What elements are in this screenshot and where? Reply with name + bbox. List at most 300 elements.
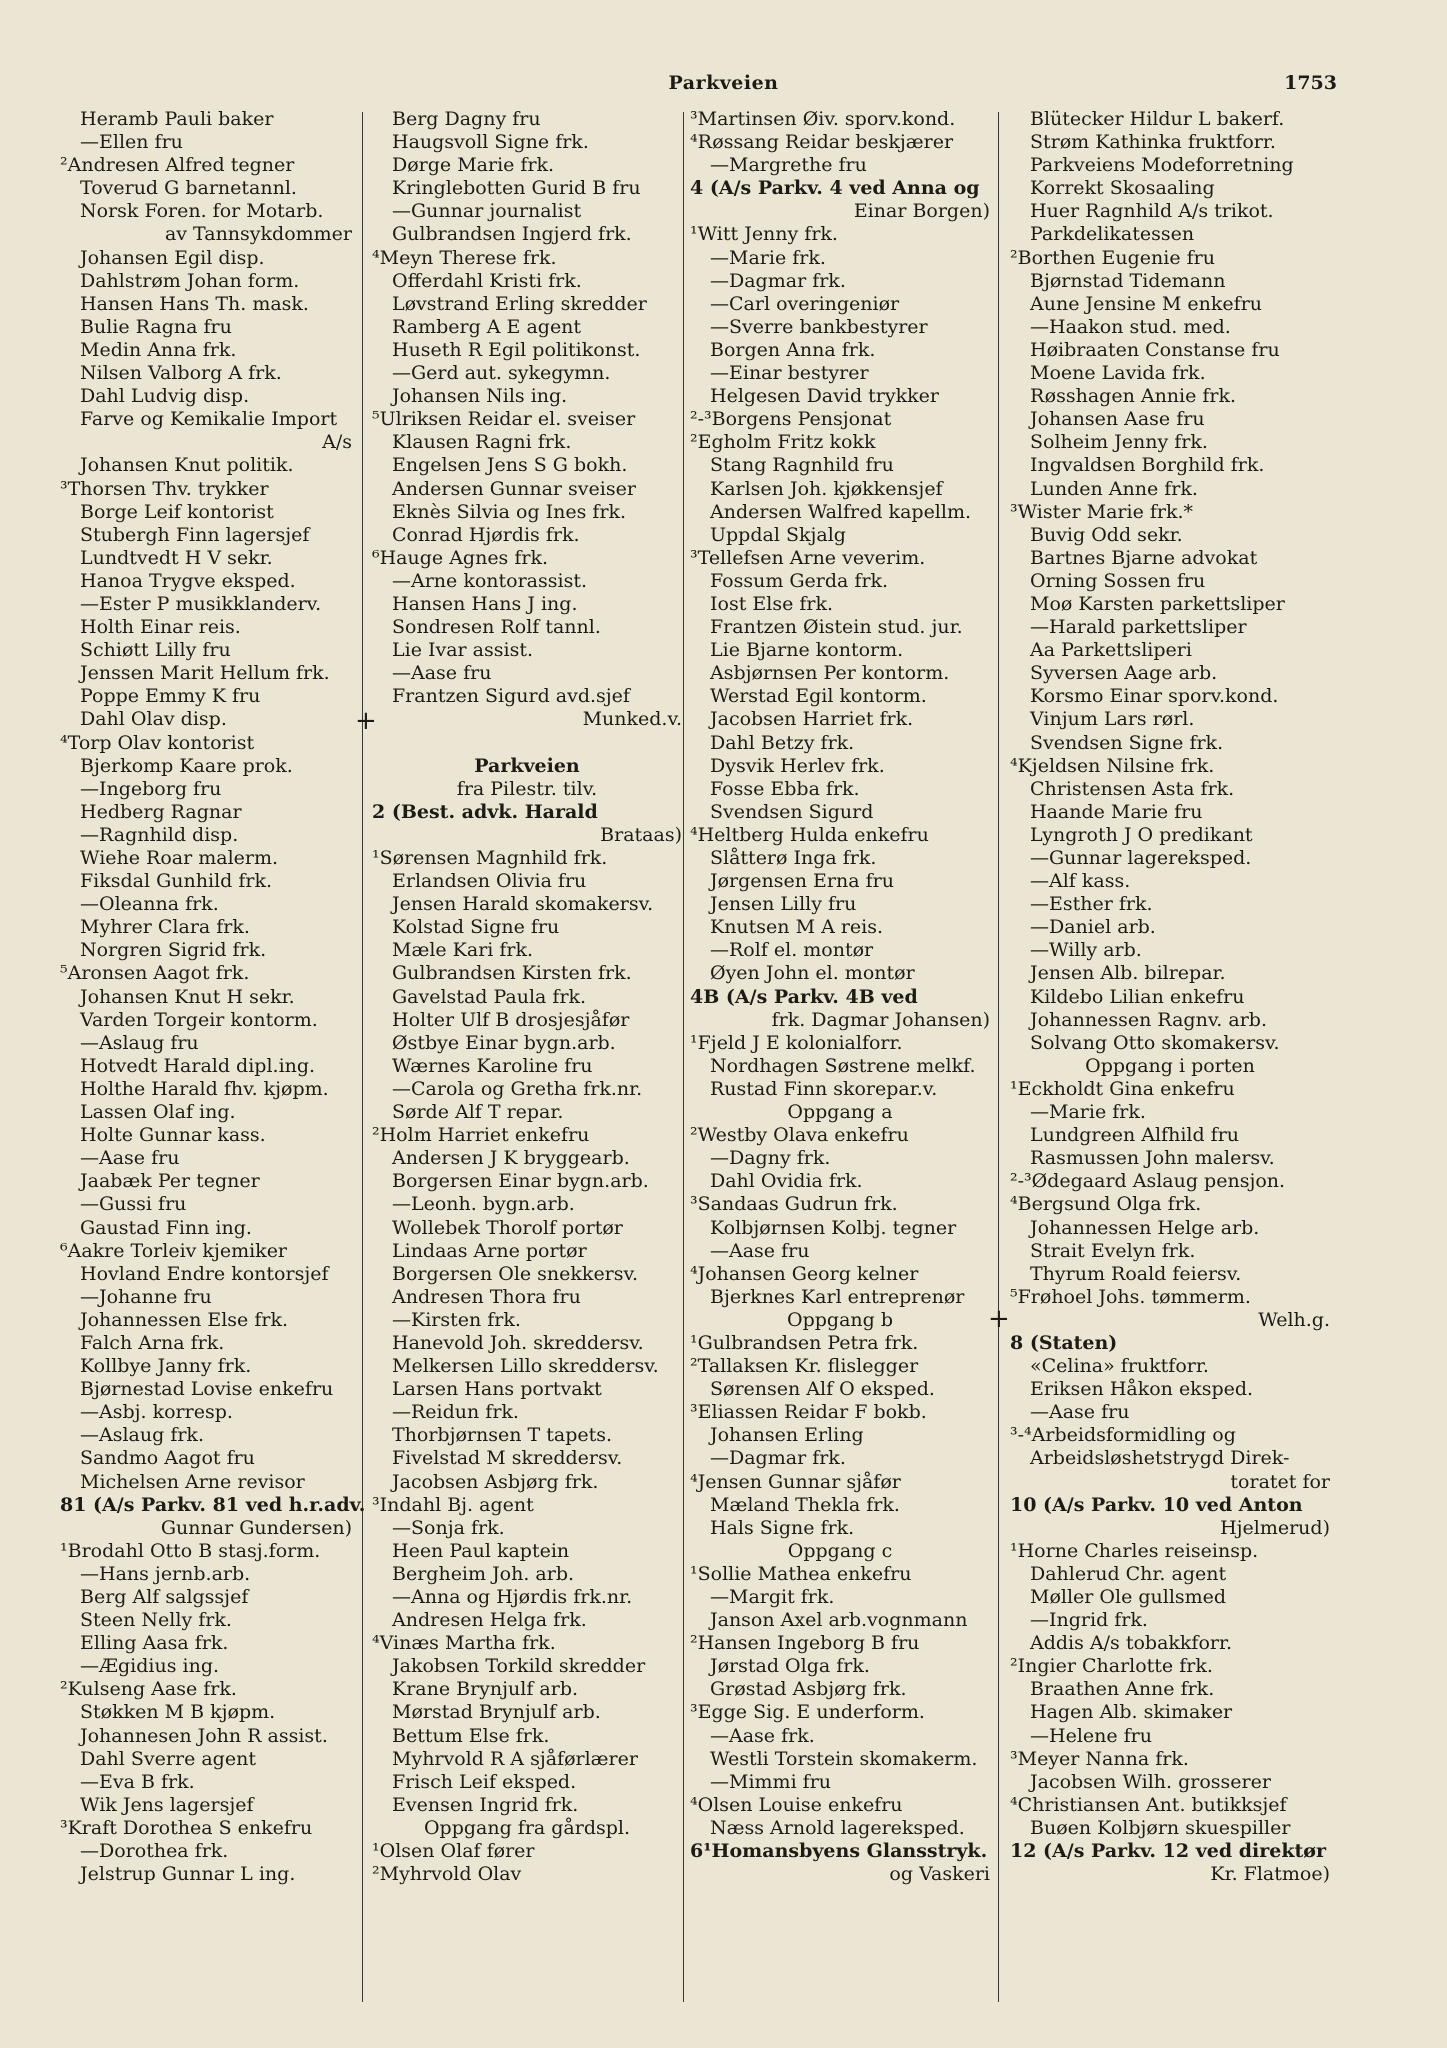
directory-line: —Helene fru: [1030, 1724, 1153, 1747]
directory-line: ³Meyer Nanna frk.: [1010, 1747, 1189, 1770]
directory-line: —Daniel arb.: [1030, 916, 1156, 939]
directory-line: Sørde Alf T repar.: [392, 1101, 564, 1124]
directory-line: Eriksen Håkon eksped.: [1030, 1378, 1254, 1401]
directory-line: Jacobsen Wilh. grosserer: [1030, 1770, 1271, 1793]
directory-line: —Carola og Gretha frk.nr.: [392, 1077, 643, 1100]
directory-line: ⁴Johansen Georg kelner: [690, 1262, 919, 1285]
directory-line: ³Wister Marie frk.*: [1010, 500, 1194, 523]
directory-line: —Aase fru: [1030, 1401, 1130, 1424]
directory-line: Johannesen John R assist.: [80, 1724, 328, 1747]
directory-line: Johansen Erling: [710, 1424, 864, 1447]
directory-line: ¹Fjeld J E kolonialforr.: [690, 1031, 903, 1054]
directory-line: Solvang Otto skomakersv.: [1030, 1031, 1280, 1054]
directory-line: Stubergh Finn lagersjef: [80, 523, 310, 546]
directory-line: Klausen Ragni frk.: [392, 431, 572, 454]
directory-line: —Marie frk.: [1030, 1101, 1146, 1124]
directory-line: Kollbye Janny frk.: [80, 1355, 252, 1378]
directory-line: Buvig Odd sekr.: [1030, 523, 1183, 546]
directory-line: ²Kulseng Aase frk.: [60, 1678, 237, 1701]
directory-line: Kolstad Signe fru: [392, 916, 560, 939]
directory-column-3: [690, 108, 990, 1886]
directory-line: Bjerknes Karl entreprenør: [710, 1285, 965, 1308]
directory-line: ⁴Christiansen Ant. butikksjef: [1010, 1793, 1287, 1816]
directory-line: Lassen Olaf ing.: [80, 1101, 236, 1124]
directory-line: toratet for: [1230, 1470, 1330, 1493]
directory-line: Vinjum Lars rørl.: [1030, 708, 1195, 731]
directory-line: ²Andresen Alfred tegner: [60, 154, 295, 177]
directory-line: Heen Paul kaptein: [392, 1539, 570, 1562]
directory-line: Strait Evelyn frk.: [1030, 1239, 1196, 1262]
directory-line: Hansen Hans Th. mask.: [80, 292, 309, 315]
directory-line: —Hans jernb.arb.: [80, 1562, 251, 1585]
directory-line: Johansen Knut politik.: [80, 454, 294, 477]
directory-line: —Ingrid frk.: [1030, 1609, 1148, 1632]
directory-line: Røsshagen Annie frk.: [1030, 385, 1237, 408]
directory-line: —Gussi fru: [80, 1193, 187, 1216]
directory-line: Conrad Hjørdis frk.: [392, 523, 580, 546]
directory-line: Frantzen Sigurd avd.sjef: [392, 685, 630, 708]
directory-line: Hansen Hans J ing.: [392, 592, 578, 615]
directory-line: Holthe Harald fhv. kjøpm.: [80, 1077, 329, 1100]
directory-line: —Ester P musikklanderv.: [80, 592, 322, 615]
address-entry: 2 (Best. advk. Harald: [372, 800, 598, 823]
column-rule: [998, 112, 999, 2002]
directory-line: Hedberg Ragnar: [80, 800, 242, 823]
directory-line: —Kirsten frk.: [392, 1308, 521, 1331]
directory-line: —Aase fru: [80, 1147, 180, 1170]
cross-mark: +: [988, 1304, 1010, 1334]
directory-line: Huer Ragnhild A/s trikot.: [1030, 200, 1274, 223]
directory-line: Mæle Kari frk.: [392, 939, 534, 962]
directory-line: Jaabæk Per tegner: [80, 1170, 260, 1193]
directory-line: av Tannsykdommer: [164, 223, 352, 246]
column-rule: [362, 112, 363, 2002]
directory-line: Aa Parkettsliperi: [1030, 639, 1192, 662]
directory-line: —Dagny frk.: [710, 1147, 831, 1170]
directory-line: Thyrum Roald feiersv.: [1030, 1262, 1242, 1285]
directory-line: ⁵Frøhoel Johs. tømmerm.: [1010, 1285, 1251, 1308]
directory-line: Jørstad Olga frk.: [710, 1655, 870, 1678]
directory-line: Lie Bjarne kontorm.: [710, 639, 904, 662]
directory-line: Andresen Thora fru: [392, 1285, 581, 1308]
directory-line: og Vaskeri: [889, 1863, 990, 1886]
directory-line: Lyngroth J O predikant: [1030, 823, 1253, 846]
directory-line: Jensen Alb. bilrepar.: [1030, 962, 1226, 985]
directory-line: —Harald parkettsliper: [1030, 616, 1247, 639]
directory-line: Jelstrup Gunnar L ing.: [80, 1863, 296, 1886]
directory-line: Janson Axel arb.vognmann: [710, 1609, 968, 1632]
directory-line: —Sverre bankbestyrer: [710, 315, 928, 338]
cross-mark: +: [355, 706, 377, 736]
directory-line: Blütecker Hildur L bakerf.: [1030, 108, 1285, 130]
directory-line: —Aslaug frk.: [80, 1424, 204, 1447]
directory-column-1: [60, 108, 366, 1886]
directory-line: Haugsvoll Signe frk.: [392, 131, 589, 154]
address-entry: 12 (A/s Parkv. 12 ved direktør: [1010, 1840, 1326, 1863]
directory-line: ²Ingier Charlotte frk.: [1010, 1655, 1213, 1678]
directory-line: Sondresen Rolf tannl.: [392, 616, 601, 639]
directory-line: Engelsen Jens S G bokh.: [392, 454, 628, 477]
directory-line: Sandmo Aagot fru: [80, 1447, 255, 1470]
directory-line: ²Egholm Fritz kokk: [690, 431, 876, 454]
directory-line: ⁴Olsen Louise enkefru: [690, 1793, 903, 1816]
directory-line: —Gunnar lagereksped.: [1030, 847, 1252, 869]
directory-line: Norsk Foren. for Motarb.: [80, 200, 324, 223]
directory-line: Johansen Nils ing.: [392, 385, 568, 408]
directory-line: Ramberg A E agent: [392, 315, 582, 338]
directory-line: ³Eliassen Reidar F bokb.: [690, 1401, 927, 1424]
directory-line: A/s: [322, 431, 352, 454]
directory-line: Helgesen David trykker: [710, 385, 939, 408]
directory-line: Welh.g.: [1258, 1308, 1330, 1331]
directory-line: Moene Lavida frk.: [1030, 362, 1206, 385]
directory-line: Bjerkomp Kaare prok.: [80, 754, 293, 777]
directory-line: Andersen Gunnar sveiser: [392, 477, 636, 500]
directory-line: Andersen J K bryggearb.: [392, 1147, 630, 1170]
directory-line: Holte Gunnar kass.: [80, 1124, 266, 1147]
directory-line: Varden Torgeir kontorm.: [80, 1008, 318, 1031]
directory-line: Lundgreen Alfhild fru: [1030, 1124, 1240, 1147]
directory-line: ⁴Heltberg Hulda enkefru: [690, 823, 929, 846]
directory-line: —Einar bestyrer: [710, 362, 869, 385]
directory-line: Hals Signe frk.: [710, 1516, 855, 1539]
directory-line: Lunden Anne frk.: [1030, 477, 1198, 500]
directory-line: Krane Brynjulf arb.: [392, 1678, 579, 1701]
directory-line: Johansen Aase fru: [1030, 408, 1205, 431]
directory-line: Jørgensen Erna fru: [710, 870, 894, 893]
directory-line: Johansen Egil disp.: [80, 246, 265, 269]
directory-line: Borgersen Einar bygn.arb.: [392, 1170, 649, 1193]
directory-line: Dysvik Herlev frk.: [710, 754, 885, 777]
directory-line: Huseth R Egil politikonst.: [392, 338, 641, 361]
directory-line: Christensen Asta frk.: [1030, 777, 1235, 800]
directory-line: —Asbj. korresp.: [80, 1401, 233, 1424]
directory-line: —Willy arb.: [1030, 939, 1142, 962]
directory-line: Dahl Ovidia frk.: [710, 1170, 863, 1193]
directory-line: ¹Olsen Olaf fører: [372, 1840, 535, 1863]
directory-line: Syversen Aage arb.: [1030, 662, 1218, 685]
directory-line: —Johanne fru: [80, 1285, 212, 1308]
directory-line: Sørensen Alf O eksped.: [710, 1378, 935, 1401]
directory-line: Solheim Jenny frk.: [1030, 431, 1208, 454]
directory-line: Kr. Flatmoe): [1210, 1863, 1330, 1886]
section-heading: Oppgang a: [787, 1101, 893, 1124]
directory-line: Lindaas Arne portør: [392, 1239, 587, 1262]
directory-line: Dahlstrøm Johan form.: [80, 269, 300, 292]
page-number: 1753: [1284, 72, 1337, 94]
directory-line: ⁶Aakre Torleiv kjemiker: [60, 1239, 288, 1262]
directory-line: —Dagmar frk.: [710, 1447, 846, 1470]
directory-line: Jakobsen Torkild skredder: [392, 1655, 646, 1678]
directory-line: Gaustad Finn ing.: [80, 1216, 252, 1239]
directory-line: ³-⁴Arbeidsformidling og: [1010, 1424, 1236, 1447]
directory-line: ⁶Hauge Agnes frk.: [372, 546, 549, 569]
directory-line: Bulie Ragna fru: [80, 315, 232, 338]
column-rule: [683, 112, 684, 2002]
directory-line: Dahl Olav disp.: [80, 708, 227, 731]
directory-line: Jensen Harald skomakersv.: [392, 893, 654, 916]
directory-line: Munked.v.: [582, 708, 682, 731]
directory-line: Myhrvold R A sjåførlærer: [392, 1747, 638, 1770]
directory-line: Stang Ragnhild fru: [710, 454, 894, 477]
directory-line: Lie Ivar assist.: [392, 639, 533, 662]
directory-line: Jensen Lilly fru: [710, 893, 857, 916]
directory-line: Østbye Einar bygn.arb.: [392, 1031, 616, 1054]
directory-line: —Haakon stud. med.: [1030, 315, 1231, 338]
address-entry: 6¹Homansbyens Glansstryk.: [690, 1840, 988, 1863]
directory-line: —Aslaug fru: [80, 1031, 199, 1054]
directory-line: Nordhagen Søstrene melkf.: [710, 1054, 976, 1077]
directory-line: —Eva B frk.: [80, 1770, 195, 1793]
directory-line: ³Sandaas Gudrun frk.: [690, 1193, 898, 1216]
directory-line: Larsen Hans portvakt: [392, 1378, 602, 1401]
directory-line: ¹Eckholdt Gina enkefru: [1010, 1077, 1235, 1100]
directory-line: Frisch Leif eksped.: [392, 1770, 577, 1793]
directory-line: —Gerd aut. sykegymn.: [392, 362, 611, 385]
directory-line: Medin Anna frk.: [80, 338, 237, 361]
directory-line: ¹Horne Charles reiseinsp.: [1010, 1539, 1259, 1562]
directory-line: ²Borthen Eugenie fru: [1010, 246, 1215, 269]
directory-line: Hanoa Trygve eksped.: [80, 569, 296, 592]
directory-line: Melkersen Lillo skreddersv.: [392, 1355, 659, 1378]
directory-line: Myhrer Clara frk.: [80, 916, 250, 939]
page-title: Parkveien: [668, 72, 779, 94]
directory-line: —Dagmar frk.: [710, 269, 846, 292]
directory-line: Dahlerud Chr. agent: [1030, 1562, 1227, 1585]
directory-line: Gulbrandsen Ingjerd frk.: [392, 223, 632, 246]
directory-line: Rasmussen John malersv.: [1030, 1147, 1275, 1170]
directory-line: Andresen Helga frk.: [392, 1609, 587, 1632]
directory-line: Brataas): [600, 823, 682, 846]
directory-line: Dahl Ludvig disp.: [80, 385, 250, 408]
directory-line: ³Martinsen Øiv. sporv.kond.: [690, 108, 956, 130]
directory-line: Thorbjørnsen T tapets.: [392, 1424, 613, 1447]
directory-line: Bartnes Bjarne advokat: [1030, 546, 1258, 569]
section-heading: Oppgang b: [787, 1308, 893, 1331]
directory-line: —Leonh. bygn.arb.: [392, 1193, 575, 1216]
directory-line: Jenssen Marit Hellum frk.: [80, 662, 330, 685]
directory-line: Westli Torstein skomakerm.: [710, 1747, 978, 1770]
directory-line: Berg Dagny fru: [392, 108, 541, 130]
directory-line: ¹Witt Jenny frk.: [690, 223, 838, 246]
directory-line: Hotvedt Harald dipl.ing.: [80, 1054, 316, 1077]
directory-line: —Sonja frk.: [392, 1516, 505, 1539]
directory-line: Borgersen Ole snekkersv.: [392, 1262, 639, 1285]
directory-line: Farve og Kemikalie Import: [80, 408, 338, 431]
directory-line: ⁴Kjeldsen Nilsine frk.: [1010, 754, 1215, 777]
directory-line: Holth Einar reis.: [80, 616, 241, 639]
directory-line: ⁵Aronsen Aagot frk.: [60, 962, 250, 985]
directory-line: ²-³Ødegaard Aslaug pensjon.: [1010, 1170, 1286, 1193]
directory-line: —Alf kass.: [1030, 870, 1131, 893]
directory-line: ⁵Ulriksen Reidar el. sveiser: [372, 408, 636, 431]
section-heading: Oppgang c: [787, 1539, 893, 1562]
directory-line: —Arne kontorassist.: [392, 569, 588, 592]
directory-line: Fiksdal Gunhild frk.: [80, 870, 273, 893]
directory-line: —Esther frk.: [1030, 893, 1153, 916]
directory-line: Jacobsen Asbjørg frk.: [392, 1470, 599, 1493]
directory-line: —Aase frk.: [710, 1724, 815, 1747]
directory-line: —Ragnhild disp.: [80, 823, 239, 846]
directory-line: Iost Else frk.: [710, 592, 834, 615]
directory-line: Elling Aasa frk.: [80, 1632, 229, 1655]
directory-line: Øyen John el. montør: [710, 962, 915, 985]
directory-line: Fosse Ebba frk.: [710, 777, 860, 800]
directory-line: Fossum Gerda frk.: [710, 569, 889, 592]
directory-line: Norgren Sigrid frk.: [80, 939, 267, 962]
directory-line: Dørge Marie frk.: [392, 154, 555, 177]
directory-line: Korsmo Einar sporv.kond.: [1030, 685, 1279, 708]
address-entry: 81 (A/s Parkv. 81 ved h.r.adv.: [60, 1493, 366, 1516]
directory-line: Fivelstad M skreddersv.: [392, 1447, 623, 1470]
directory-line: Borge Leif kontorist: [80, 500, 274, 523]
directory-line: ²Hansen Ingeborg B fru: [690, 1632, 920, 1655]
directory-line: Holter Ulf B drosjesjåfør: [392, 1008, 630, 1031]
directory-line: Eknès Silvia og Ines frk.: [392, 500, 627, 523]
section-heading: Oppgang fra gårdspl.: [423, 1816, 631, 1839]
directory-line: —Carl overingeniør: [710, 292, 900, 315]
directory-line: ⁴Røssang Reidar beskjærer: [690, 131, 954, 154]
directory-line: Lundtvedt H V sekr.: [80, 546, 273, 569]
directory-line: —Ingeborg fru: [80, 777, 222, 800]
directory-line: Einar Borgen): [853, 200, 990, 223]
directory-line: —Reidun frk.: [392, 1401, 519, 1424]
directory-line: Parkdelikatessen: [1030, 223, 1195, 246]
directory-column-4: [1010, 108, 1330, 1886]
directory-line: Braathen Anne frk.: [1030, 1678, 1215, 1701]
directory-line: Uppdal Skjalg: [710, 523, 846, 546]
directory-line: Schiøtt Lilly fru: [80, 639, 231, 662]
directory-line: Poppe Emmy K fru: [80, 685, 261, 708]
directory-line: «Celina» fruktforr.: [1030, 1355, 1209, 1378]
directory-line: Bergheim Joh. arb.: [392, 1562, 575, 1585]
directory-line: Gulbrandsen Kirsten frk.: [392, 962, 632, 985]
directory-line: Parkveiens Modeforretning: [1030, 154, 1294, 177]
directory-line: Andersen Walfred kapellm.: [710, 500, 972, 523]
directory-line: Løvstrand Erling skredder: [392, 292, 647, 315]
address-entry: 8 (Staten): [1010, 1331, 1118, 1354]
directory-line: —Gunnar journalist: [392, 200, 582, 223]
section-heading: Oppgang i porten: [1085, 1054, 1255, 1077]
directory-line: ²-³Borgens Pensjonat: [690, 408, 892, 431]
directory-line: Johannessen Helge arb.: [1030, 1216, 1260, 1239]
directory-column-2: [372, 108, 682, 1886]
directory-line: Steen Nelly frk.: [80, 1609, 232, 1632]
section-heading: Parkveien: [474, 754, 580, 777]
directory-line: Moø Karsten parkettsliper: [1030, 592, 1285, 615]
directory-line: Slåtterø Inga frk.: [710, 847, 877, 869]
directory-line: Toverud G barnetannl.: [80, 177, 297, 200]
directory-line: Mæland Thekla frk.: [710, 1493, 900, 1516]
directory-line: Knutsen M A reis.: [710, 916, 884, 939]
directory-line: Addis A/s tobakkforr.: [1030, 1632, 1233, 1655]
directory-line: —Aase fru: [710, 1239, 810, 1262]
directory-line: —Rolf el. montør: [710, 939, 874, 962]
directory-line: Werstad Egil kontorm.: [710, 685, 927, 708]
address-entry: 4B (A/s Parkv. 4B ved: [690, 985, 918, 1008]
directory-line: ²Myhrvold Olav: [372, 1863, 522, 1886]
directory-line: Grøstad Asbjørg frk.: [710, 1678, 907, 1701]
directory-line: —Ellen fru: [80, 131, 183, 154]
directory-line: Wik Jens lagersjef: [80, 1793, 254, 1816]
directory-line: Dahl Sverre agent: [80, 1747, 256, 1770]
directory-line: Haande Marie fru: [1030, 800, 1203, 823]
section-heading: fra Pilestr. tilv.: [456, 777, 598, 800]
directory-line: ¹Sollie Mathea enkefru: [690, 1562, 912, 1585]
directory-line: ⁴Jensen Gunnar sjåfør: [690, 1470, 901, 1493]
directory-line: Heramb Pauli baker: [80, 108, 274, 130]
directory-line: Karlsen Joh. kjøkkensjef: [710, 477, 943, 500]
directory-line: —Dorothea frk.: [80, 1840, 229, 1863]
directory-line: Møller Ole gullsmed: [1030, 1586, 1227, 1608]
directory-line: Orning Sossen fru: [1030, 569, 1206, 592]
directory-line: Evensen Ingrid frk.: [392, 1793, 579, 1816]
directory-line: ⁴Meyn Therese frk.: [372, 246, 557, 269]
directory-line: frk. Dagmar Johansen): [771, 1008, 990, 1031]
directory-line: ¹Sørensen Magnhild frk.: [372, 847, 608, 869]
directory-line: —Mimmi fru: [710, 1770, 832, 1793]
directory-line: Hanevold Joh. skreddersv.: [392, 1331, 644, 1354]
directory-line: Michelsen Arne revisor: [80, 1470, 305, 1493]
directory-line: Kildebo Lilian enkefru: [1030, 985, 1245, 1008]
directory-line: —Margit frk.: [710, 1586, 835, 1608]
directory-line: Hovland Endre kontorsjef: [80, 1262, 329, 1285]
directory-line: —Margrethe fru: [710, 154, 867, 177]
directory-line: —Anna og Hjørdis frk.nr.: [392, 1586, 633, 1608]
directory-line: Johansen Knut H sekr.: [80, 985, 295, 1008]
directory-line: Strøm Kathinka fruktforr.: [1030, 131, 1276, 154]
directory-line: [372, 732, 682, 755]
directory-line: —Marie frk.: [710, 246, 826, 269]
directory-line: Falch Arna frk.: [80, 1331, 225, 1354]
directory-line: Bjørnestad Lovise enkefru: [80, 1378, 334, 1401]
address-entry: 4 (A/s Parkv. 4 ved Anna og: [690, 177, 980, 200]
directory-line: ³Indahl Bj. agent: [372, 1493, 534, 1516]
directory-line: ³Egge Sig. E underform.: [690, 1701, 925, 1724]
directory-line: Buøen Kolbjørn skuespiller: [1030, 1816, 1291, 1839]
directory-line: Nilsen Valborg A frk.: [80, 362, 282, 385]
directory-line: Støkken M B kjøpm.: [80, 1701, 276, 1724]
directory-line: Erlandsen Olivia fru: [392, 870, 587, 893]
directory-line: Frantzen Øistein stud. jur.: [710, 616, 963, 639]
directory-line: Johannessen Ragnv. arb.: [1030, 1008, 1267, 1031]
directory-line: Hjelmerud): [1220, 1516, 1330, 1539]
directory-line: Berg Alf salgssjef: [80, 1586, 249, 1608]
directory-line: Borgen Anna frk.: [710, 338, 876, 361]
directory-line: Wollebek Thorolf portør: [392, 1216, 623, 1239]
directory-line: —Ægidius ing.: [80, 1655, 220, 1678]
directory-line: ⁴Torp Olav kontorist: [60, 731, 255, 754]
directory-line: ⁴Vinæs Martha frk.: [372, 1632, 556, 1655]
directory-line: Kringlebotten Gurid B fru: [392, 177, 641, 200]
directory-line: Aune Jensine M enkefru: [1030, 292, 1263, 315]
directory-line: Gunnar Gundersen): [160, 1516, 352, 1539]
directory-line: Ingvaldsen Borghild frk.: [1030, 454, 1265, 477]
directory-line: Høibraaten Constanse fru: [1030, 338, 1280, 361]
directory-line: Jacobsen Harriet frk.: [710, 708, 914, 731]
directory-line: Asbjørnsen Per kontorm.: [710, 662, 950, 685]
directory-line: Bjørnstad Tidemann: [1030, 269, 1226, 292]
directory-line: Svendsen Signe frk.: [1030, 731, 1224, 754]
directory-line: Wærnes Karoline fru: [392, 1054, 593, 1077]
directory-line: Korrekt Skosaaling: [1030, 177, 1215, 200]
directory-line: Svendsen Sigurd: [710, 800, 874, 823]
address-entry: 10 (A/s Parkv. 10 ved Anton: [1010, 1493, 1303, 1516]
directory-line: Johannessen Else frk.: [80, 1308, 289, 1331]
directory-line: ²Holm Harriet enkefru: [372, 1124, 590, 1147]
directory-line: —Aase fru: [392, 662, 492, 685]
directory-line: Hagen Alb. skimaker: [1030, 1701, 1233, 1724]
